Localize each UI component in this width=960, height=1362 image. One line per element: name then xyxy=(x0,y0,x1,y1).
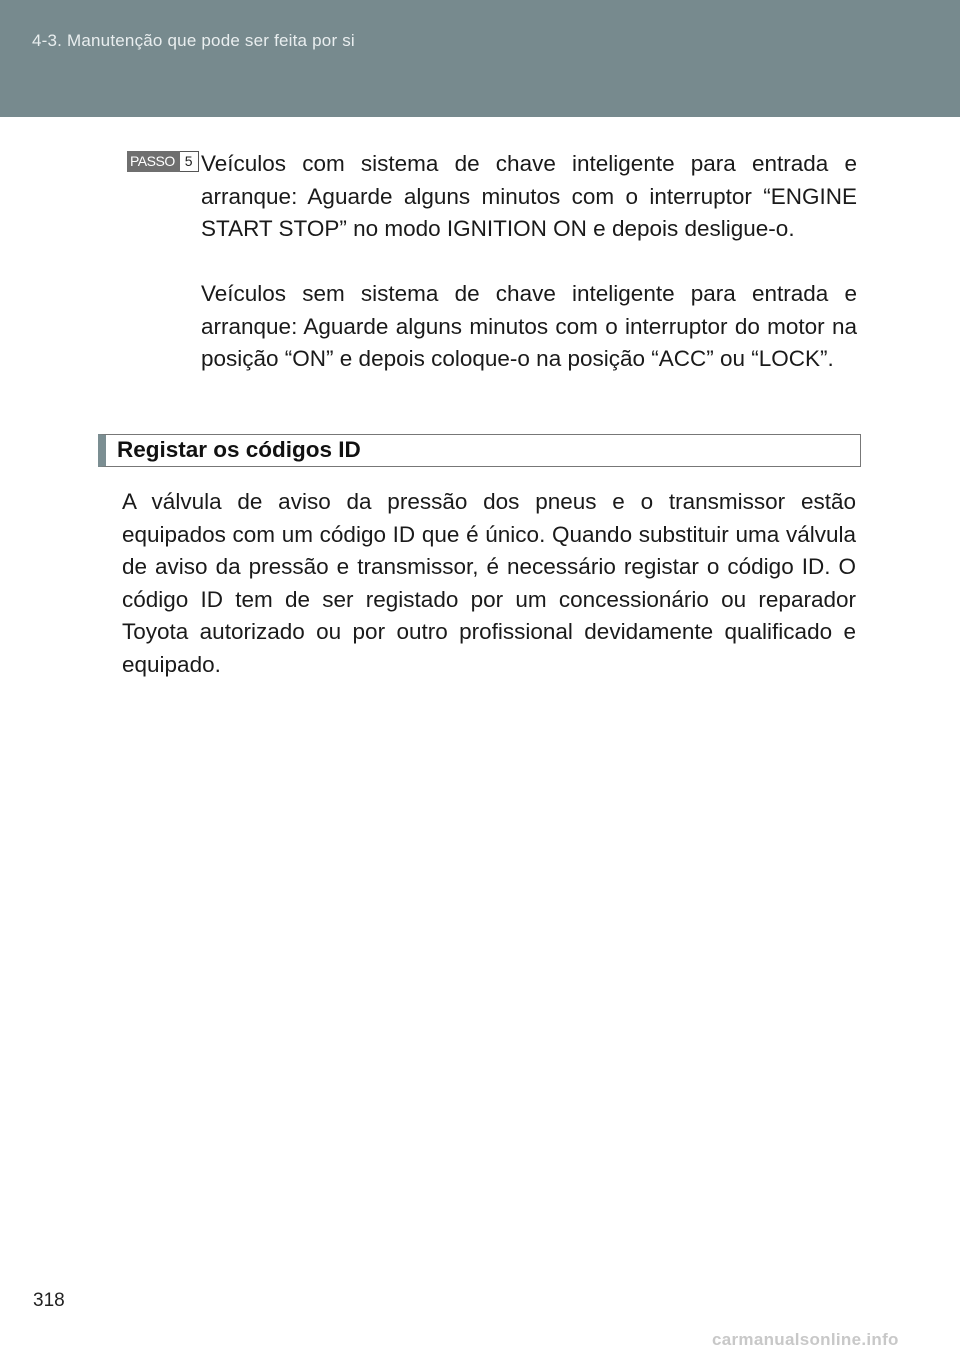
section-body-text: A válvula de aviso da pressão dos pneus e o transmissor estão equipados com um código ID que é único. Quando substituir uma válvula de aviso da pressão e transmissor, é necessário registar o código ID. O código ID tem de ser registado por um concessionário ou reparador Toyota autorizado ou por outro profissional devidamente qualificado e equipado. xyxy=(122,489,856,677)
step-badge-label: PASSO xyxy=(127,151,180,172)
chapter-title: 4-3. Manutenção que pode ser feita por si xyxy=(32,31,355,50)
page-number: 318 xyxy=(33,1290,65,1311)
section-title: Registar os códigos ID xyxy=(117,437,361,462)
section-heading-box xyxy=(98,434,861,467)
page-header xyxy=(0,0,960,117)
watermark: carmanualsonline.info xyxy=(712,1330,899,1349)
step-paragraph-smart-key: Veículos com sistema de chave inteligente para entrada e arranque: Aguarde alguns minutos com o interruptor “ENGINE START STOP” no modo IGNITION ON e depois desligue-o. xyxy=(201,151,857,241)
step-paragraph-no-smart-key: Veículos sem sistema de chave inteligente para entrada e arranque: Aguarde alguns minutos com o interruptor do motor na posição “ON” e depois coloque-o na posição “ACC” ou “LOCK”. xyxy=(201,281,857,371)
step-badge-number: 5 xyxy=(180,151,199,172)
step-badge xyxy=(127,151,199,172)
